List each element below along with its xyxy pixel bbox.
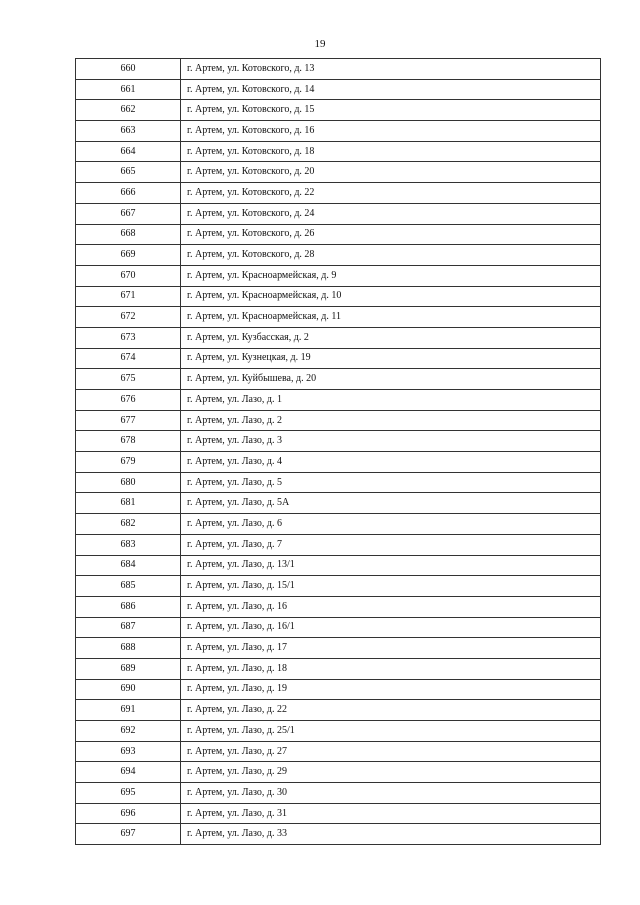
row-number-cell: 697 bbox=[76, 824, 181, 845]
table-row bbox=[76, 638, 601, 659]
address-cell: г. Артем, ул. Лазо, д. 19 bbox=[181, 679, 601, 700]
table-row bbox=[76, 596, 601, 617]
table-row bbox=[76, 472, 601, 493]
row-number-cell: 670 bbox=[76, 265, 181, 286]
table-row bbox=[76, 286, 601, 307]
row-number-cell: 663 bbox=[76, 121, 181, 142]
address-cell: г. Артем, ул. Котовского, д. 24 bbox=[181, 203, 601, 224]
row-number-cell: 695 bbox=[76, 783, 181, 804]
row-number-cell: 696 bbox=[76, 803, 181, 824]
table-row bbox=[76, 617, 601, 638]
table-row bbox=[76, 514, 601, 535]
address-cell: г. Артем, ул. Лазо, д. 1 bbox=[181, 390, 601, 411]
row-number-cell: 689 bbox=[76, 658, 181, 679]
row-number-cell: 682 bbox=[76, 514, 181, 535]
address-cell: г. Артем, ул. Лазо, д. 5 bbox=[181, 472, 601, 493]
address-cell: г. Артем, ул. Котовского, д. 14 bbox=[181, 79, 601, 100]
table-row bbox=[76, 783, 601, 804]
address-cell: г. Артем, ул. Лазо, д. 15/1 bbox=[181, 576, 601, 597]
row-number-cell: 685 bbox=[76, 576, 181, 597]
row-number-cell: 680 bbox=[76, 472, 181, 493]
address-cell: г. Артем, ул. Красноармейская, д. 9 bbox=[181, 265, 601, 286]
page-number: 19 bbox=[314, 38, 326, 50]
address-cell: г. Артем, ул. Лазо, д. 13/1 bbox=[181, 555, 601, 576]
address-cell: г. Артем, ул. Лазо, д. 5А bbox=[181, 493, 601, 514]
row-number-cell: 683 bbox=[76, 534, 181, 555]
row-number-cell: 665 bbox=[76, 162, 181, 183]
row-number-cell: 678 bbox=[76, 431, 181, 452]
address-cell: г. Артем, ул. Котовского, д. 22 bbox=[181, 183, 601, 204]
address-cell: г. Артем, ул. Котовского, д. 16 bbox=[181, 121, 601, 142]
row-number-cell: 692 bbox=[76, 721, 181, 742]
table-row bbox=[76, 658, 601, 679]
address-cell: г. Артем, ул. Лазо, д. 16 bbox=[181, 596, 601, 617]
address-cell: г. Артем, ул. Лазо, д. 2 bbox=[181, 410, 601, 431]
table-row bbox=[76, 141, 601, 162]
address-cell: г. Артем, ул. Лазо, д. 25/1 bbox=[181, 721, 601, 742]
row-number-cell: 673 bbox=[76, 327, 181, 348]
table-row bbox=[76, 762, 601, 783]
row-number-cell: 661 bbox=[76, 79, 181, 100]
row-number-cell: 664 bbox=[76, 141, 181, 162]
address-cell: г. Артем, ул. Лазо, д. 4 bbox=[181, 452, 601, 473]
table-row bbox=[76, 162, 601, 183]
table-row bbox=[76, 183, 601, 204]
row-number-cell: 676 bbox=[76, 390, 181, 411]
table-row bbox=[76, 307, 601, 328]
address-table bbox=[75, 58, 601, 845]
table-row bbox=[76, 245, 601, 266]
address-cell: г. Артем, ул. Лазо, д. 17 bbox=[181, 638, 601, 659]
table-row bbox=[76, 59, 601, 80]
row-number-cell: 681 bbox=[76, 493, 181, 514]
row-number-cell: 690 bbox=[76, 679, 181, 700]
table-row bbox=[76, 79, 601, 100]
row-number-cell: 675 bbox=[76, 369, 181, 390]
row-number-cell: 667 bbox=[76, 203, 181, 224]
row-number-cell: 662 bbox=[76, 100, 181, 121]
table-row bbox=[76, 803, 601, 824]
row-number-cell: 660 bbox=[76, 59, 181, 80]
table-row bbox=[76, 121, 601, 142]
row-number-cell: 691 bbox=[76, 700, 181, 721]
table-row bbox=[76, 431, 601, 452]
row-number-cell: 693 bbox=[76, 741, 181, 762]
row-number-cell: 677 bbox=[76, 410, 181, 431]
row-number-cell: 694 bbox=[76, 762, 181, 783]
address-cell: г. Артем, ул. Лазо, д. 31 bbox=[181, 803, 601, 824]
table-row bbox=[76, 265, 601, 286]
address-cell: г. Артем, ул. Куйбышева, д. 20 bbox=[181, 369, 601, 390]
address-cell: г. Артем, ул. Кузнецкая, д. 19 bbox=[181, 348, 601, 369]
address-cell: г. Артем, ул. Лазо, д. 7 bbox=[181, 534, 601, 555]
row-number-cell: 684 bbox=[76, 555, 181, 576]
row-number-cell: 672 bbox=[76, 307, 181, 328]
address-cell: г. Артем, ул. Лазо, д. 22 bbox=[181, 700, 601, 721]
row-number-cell: 668 bbox=[76, 224, 181, 245]
table-row bbox=[76, 700, 601, 721]
table-row bbox=[76, 741, 601, 762]
address-cell: г. Артем, ул. Котовского, д. 13 bbox=[181, 59, 601, 80]
address-cell: г. Артем, ул. Лазо, д. 3 bbox=[181, 431, 601, 452]
table-row bbox=[76, 327, 601, 348]
row-number-cell: 687 bbox=[76, 617, 181, 638]
row-number-cell: 671 bbox=[76, 286, 181, 307]
row-number-cell: 688 bbox=[76, 638, 181, 659]
row-number-cell: 674 bbox=[76, 348, 181, 369]
address-cell: г. Артем, ул. Лазо, д. 18 bbox=[181, 658, 601, 679]
address-cell: г. Артем, ул. Кузбасская, д. 2 bbox=[181, 327, 601, 348]
address-cell: г. Артем, ул. Котовского, д. 26 bbox=[181, 224, 601, 245]
address-cell: г. Артем, ул. Котовского, д. 18 bbox=[181, 141, 601, 162]
table-row bbox=[76, 410, 601, 431]
table-row bbox=[76, 493, 601, 514]
address-cell: г. Артем, ул. Красноармейская, д. 11 bbox=[181, 307, 601, 328]
address-table-body bbox=[76, 59, 601, 845]
address-cell: г. Артем, ул. Котовского, д. 28 bbox=[181, 245, 601, 266]
table-row bbox=[76, 100, 601, 121]
address-cell: г. Артем, ул. Лазо, д. 33 bbox=[181, 824, 601, 845]
table-row bbox=[76, 348, 601, 369]
address-cell: г. Артем, ул. Лазо, д. 16/1 bbox=[181, 617, 601, 638]
table-row bbox=[76, 576, 601, 597]
table-row bbox=[76, 224, 601, 245]
table-row bbox=[76, 824, 601, 845]
table-row bbox=[76, 555, 601, 576]
row-number-cell: 679 bbox=[76, 452, 181, 473]
row-number-cell: 666 bbox=[76, 183, 181, 204]
address-cell: г. Артем, ул. Лазо, д. 30 bbox=[181, 783, 601, 804]
address-cell: г. Артем, ул. Котовского, д. 15 bbox=[181, 100, 601, 121]
address-cell: г. Артем, ул. Лазо, д. 29 bbox=[181, 762, 601, 783]
table-row bbox=[76, 369, 601, 390]
table-row bbox=[76, 679, 601, 700]
table-row bbox=[76, 390, 601, 411]
address-cell: г. Артем, ул. Котовского, д. 20 bbox=[181, 162, 601, 183]
address-cell: г. Артем, ул. Красноармейская, д. 10 bbox=[181, 286, 601, 307]
table-row bbox=[76, 203, 601, 224]
row-number-cell: 686 bbox=[76, 596, 181, 617]
address-cell: г. Артем, ул. Лазо, д. 6 bbox=[181, 514, 601, 535]
table-row bbox=[76, 534, 601, 555]
row-number-cell: 669 bbox=[76, 245, 181, 266]
table-row bbox=[76, 452, 601, 473]
address-cell: г. Артем, ул. Лазо, д. 27 bbox=[181, 741, 601, 762]
table-row bbox=[76, 721, 601, 742]
